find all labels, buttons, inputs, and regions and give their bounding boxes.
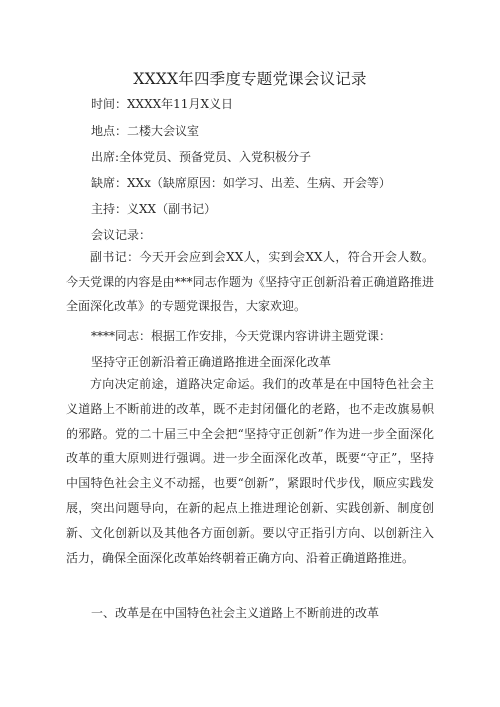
meeting-attendees: 出席:全体党员、预备党员、入党积极分子 [91,150,312,164]
section-heading-one: 一、改革是在中国特色社会主义道路上不断前进的改革 [91,606,380,620]
lecture-body: 方向决定前途，道路决定命运。我们的改革是在中国特色社会主义道路上不断前进的改革，既不走封闭僵化的老路，也不走改旗易帜的邪路。党的二十届三中全会把“坚持守正创新”作为进一步全面深化改革的重大原则进行强调。进一步全面深化改革，既要“守正”，坚持中国特色社会主义不动摇，也要“创新”，紧跟时代步伐，顺应实践发展，突出问题导向，在新的起点上推进理论创新、实践创新、制度创新、文化创新以及其他各方面创新。要以守正指引方向、以创新注入活力，确保全面深化改革始终朝着正确方向、沿着正确道路推进。 [66,377,434,565]
document-title: XXXX年四季度专题党课会议记录 [133,70,367,88]
opening-paragraph: 副书记：今天开会应到会XX人，实到会XX人，符合开会人数。今天党课的内容是由***同志作题为《坚持守正创新沿着正确道路推进全面深化改革》的专题党课报告，大家欢迎。 [66,250,434,314]
meeting-time: 时间：XXXX年11月X义日 [91,97,233,111]
meeting-record-label: 会议记录： [91,228,152,242]
speaker-intro: ****同志：根据工作安排，今天党课内容讲讲主题党课： [91,329,392,343]
meeting-host: 主持：义XX（副书记） [91,202,217,216]
meeting-absent: 缺席：XXx（缺席原因：如学习、出差、生病、开会等） [91,176,391,190]
lecture-subtitle: 坚持守正创新沿着正确道路推进全面深化改革 [91,355,332,369]
meeting-place: 地点：二楼大会议室 [91,124,200,138]
